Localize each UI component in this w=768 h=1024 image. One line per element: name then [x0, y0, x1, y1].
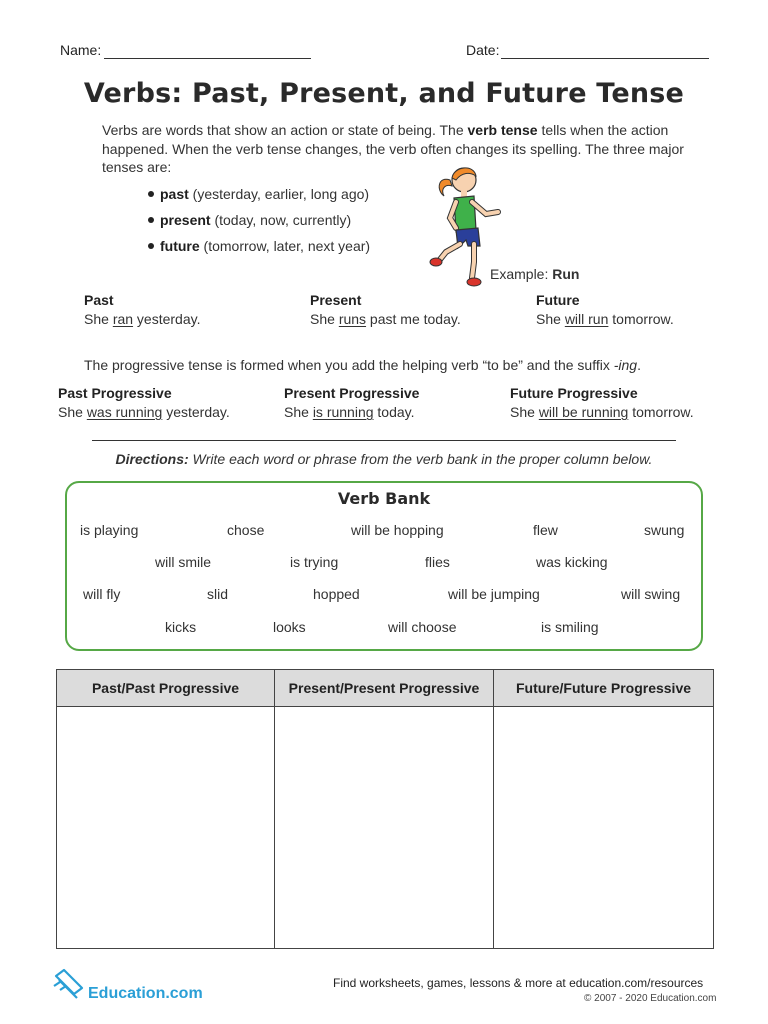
education-logo-icon [50, 966, 86, 1002]
sentence-verb: ran [112, 311, 134, 327]
sentence-pre: She [58, 404, 87, 420]
example-line [490, 266, 579, 282]
verb-bank-word: will be hopping [351, 522, 444, 538]
tense-heading: Future Progressive [510, 385, 638, 401]
verb-bank-word: will fly [83, 586, 121, 602]
sentence-pre: She [510, 404, 539, 420]
bullet-dot [148, 191, 154, 197]
tense-sentence [310, 311, 461, 327]
page-title: Verbs: Past, Present, and Future Tense [83, 78, 685, 109]
note-text: The progressive tense is formed when you add the helping verb “to be” and the suffix [84, 357, 614, 373]
bullet-future [148, 238, 370, 254]
verb-bank-word: will smile [155, 554, 211, 570]
sentence-post: yesterday. [162, 404, 230, 420]
sentence-verb: is running [312, 404, 374, 420]
intro-bold-term: verb tense [467, 122, 538, 138]
intro-text-2: tells when the action happened. When the verb tense changes, the verb often changes its spelling. The three major tenses are: [102, 122, 684, 175]
tense-heading: Present Progressive [284, 385, 420, 401]
sentence-verb: runs [338, 311, 367, 327]
tense-future [536, 292, 674, 327]
tense-past-progressive [58, 385, 230, 420]
bullet-dot [148, 243, 154, 249]
verb-bank-word: kicks [165, 619, 197, 635]
tense-heading: Past [84, 292, 114, 308]
tense-future-progressive [510, 385, 694, 420]
education-logo-text[interactable]: Education.com [88, 985, 203, 1002]
sentence-verb: was running [86, 404, 163, 420]
tense-sentence [58, 404, 230, 420]
tense-past [84, 292, 200, 327]
directions [0, 451, 768, 467]
sentence-pre: She [84, 311, 113, 327]
verb-bank-word: swung [644, 522, 685, 538]
sentence-post: yesterday. [133, 311, 201, 327]
tense-heading: Present [310, 292, 362, 308]
sentence-post: tomorrow. [628, 404, 694, 420]
footer-tagline: Find worksheets, games, lessons & more at education.com/resources [333, 976, 704, 990]
bullet-desc: (today, now, currently) [210, 212, 352, 228]
bullet-term: present [160, 212, 211, 228]
answer-column-past[interactable] [57, 707, 275, 949]
progressive-note [84, 357, 641, 373]
tense-sentence [536, 311, 674, 327]
verb-bank-word: hopped [313, 586, 360, 602]
sorting-table [56, 669, 714, 949]
column-header-past: Past/Past Progressive [57, 670, 275, 707]
example-label: Example: [490, 266, 553, 282]
name-label: Name: [60, 42, 102, 58]
date-line[interactable] [501, 58, 709, 59]
directions-label: Directions: [115, 451, 189, 467]
verb-bank-word: slid [207, 586, 229, 602]
sentence-verb: will be running [538, 404, 629, 420]
verb-bank-word: chose [227, 522, 265, 538]
column-header-future: Future/Future Progressive [494, 670, 714, 707]
sentence-pre: She [284, 404, 313, 420]
bullet-desc: (tomorrow, later, next year) [199, 238, 371, 254]
verb-bank-word: flew [533, 522, 558, 538]
bullet-term: past [160, 186, 189, 202]
note-suffix: -ing [613, 357, 638, 373]
note-end: . [637, 357, 641, 373]
verb-bank-word: is playing [80, 522, 139, 538]
tense-sentence [84, 311, 200, 327]
bullet-term: future [160, 238, 200, 254]
verb-bank-word: flies [425, 554, 450, 570]
tense-sentence [510, 404, 694, 420]
tense-heading: Past Progressive [58, 385, 172, 401]
verb-bank-word: is trying [290, 554, 339, 570]
answer-column-future[interactable] [494, 707, 714, 949]
verb-bank-title: Verb Bank [337, 489, 431, 508]
directions-text: Write each word or phrase from the verb bank in the proper column below. [188, 451, 653, 467]
sentence-verb: will run [564, 311, 609, 327]
date-label: Date: [466, 42, 500, 58]
verb-bank-word: looks [273, 619, 306, 635]
bullet-past [148, 186, 369, 202]
verb-bank-word: will choose [388, 619, 457, 635]
bullet-dot [148, 217, 154, 223]
verb-bank-word: was kicking [536, 554, 608, 570]
intro-text-1: Verbs are words that show an action or state of being. The [102, 122, 468, 138]
tense-heading: Future [536, 292, 580, 308]
tense-present-progressive [284, 385, 419, 420]
verb-bank-word: will swing [621, 586, 681, 602]
section-divider [92, 440, 676, 441]
column-header-present: Present/Present Progressive [275, 670, 494, 707]
bullet-desc: (yesterday, earlier, long ago) [188, 186, 370, 202]
tense-sentence [284, 404, 419, 420]
sentence-post: past me today. [366, 311, 461, 327]
sentence-post: tomorrow. [608, 311, 674, 327]
sentence-pre: She [536, 311, 565, 327]
verb-bank-word: is smiling [541, 619, 599, 635]
verb-bank-word: will be jumping [448, 586, 540, 602]
example-word: Run [552, 266, 580, 282]
sentence-pre: She [310, 311, 339, 327]
tense-present [310, 292, 461, 327]
name-line[interactable] [104, 58, 311, 59]
bullet-present [148, 212, 351, 228]
answer-column-present[interactable] [275, 707, 494, 949]
sentence-post: today. [373, 404, 415, 420]
footer-copyright: © 2007 - 2020 Education.com [584, 993, 717, 1004]
intro-paragraph [102, 121, 692, 177]
